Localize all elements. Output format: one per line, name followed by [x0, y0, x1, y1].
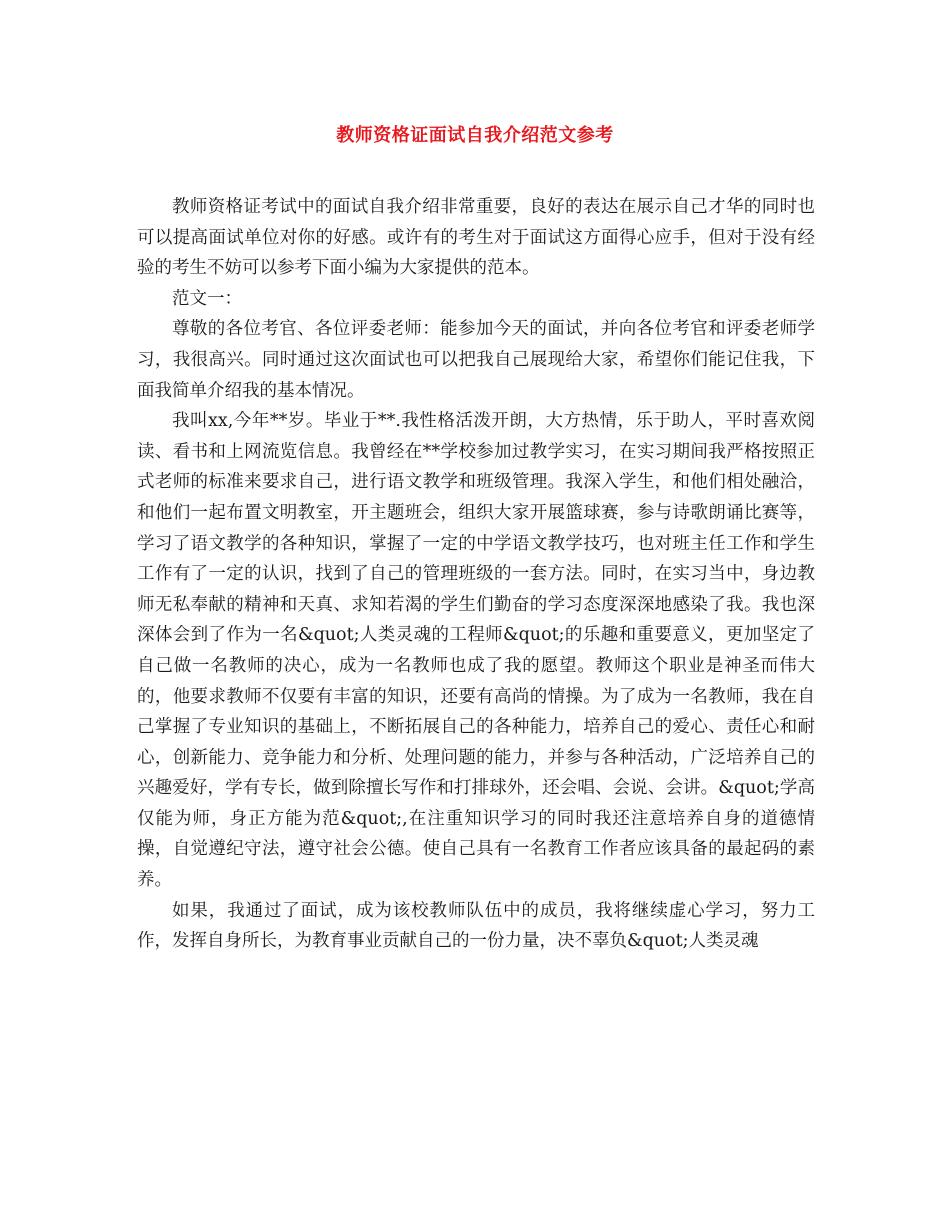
sample-heading: 范文一： [172, 288, 242, 309]
closing-paragraph: 如果，我通过了面试，成为该校教师队伍中的成员，我将继续虚心学习，努力工作，发挥自身所长，为教育事业贡献自己的一份力量，决不辜负&quot;人类灵魂 [137, 900, 815, 952]
document-title: 教师资格证面试自我介绍范文参考 [336, 125, 614, 146]
greeting-paragraph: 尊敬的各位考官、各位评委老师：能参加今天的面试，并向各位考官和评委老师学习，我很高兴。同时通过这次面试也可以把我自己展现给大家，希望你们能记住我，下面我简单介绍我的基本情况。 [137, 319, 815, 401]
self-introduction-paragraph: 我叫xx,今年**岁。毕业于**.我性格活泼开朗，大方热情，乐于助人，平时喜欢阅读、看书和上网流览信息。我曾经在**学校参加过教学实习，在实习期间我严格按照正式老师的标准来要求自己，进行语文教学和班级管理。我深入学生，和他们相处融洽，和他们一起布置文明教室，开主题班会，组织大家开展篮球赛，参与诗歌朗诵比赛等，学习了语文教学的各种知识，掌握了一定的中学语文教学技巧，也对班主任工作和学生工作有了一定的认识，找到了自己的管理班级的一套方法。同时，在实习当中，身边教师无私奉献的精神和天真、求知若渴的学生们勤奋的学习态度深深地感染了我。我也深深体会到了作为一名&quot;人类灵魂的工程师&quot;的乐趣和重要意义，更加坚定了自己做一名教师的决心，成为一名教师也成了我的愿望。教师这个职业是神圣而伟大的，他要求教师不仅要有丰富的知识，还要有高尚的情操。为了成为一名教师，我在自己掌握了专业知识的基础上，不断拓展自己的各种能力，培养自己的爱心、责任心和耐心，创新能力、竞争能力和分析、处理问题的能力，并参与各种活动，广泛培养自己的兴趣爱好，学有专长，做到除擅长写作和打排球外，还会唱、会说、会讲。&quot;学高仅能为师，身正方能为范&quot;,在注重知识学习的同时我还注意培养自身的道德情操，自觉遵纪守法，遵守社会公德。使自己具有一名教育工作者应该具备的最起码的素养。 [137, 411, 815, 891]
intro-paragraph: 教师资格证考试中的面试自我介绍非常重要，良好的表达在展示自己才华的同时也可以提高面试单位对你的好感。或许有的考生对于面试这方面得心应手，但对于没有经验的考生不妨可以参考下面小编为大家提供的范本。 [137, 197, 815, 279]
document-body [137, 192, 815, 957]
